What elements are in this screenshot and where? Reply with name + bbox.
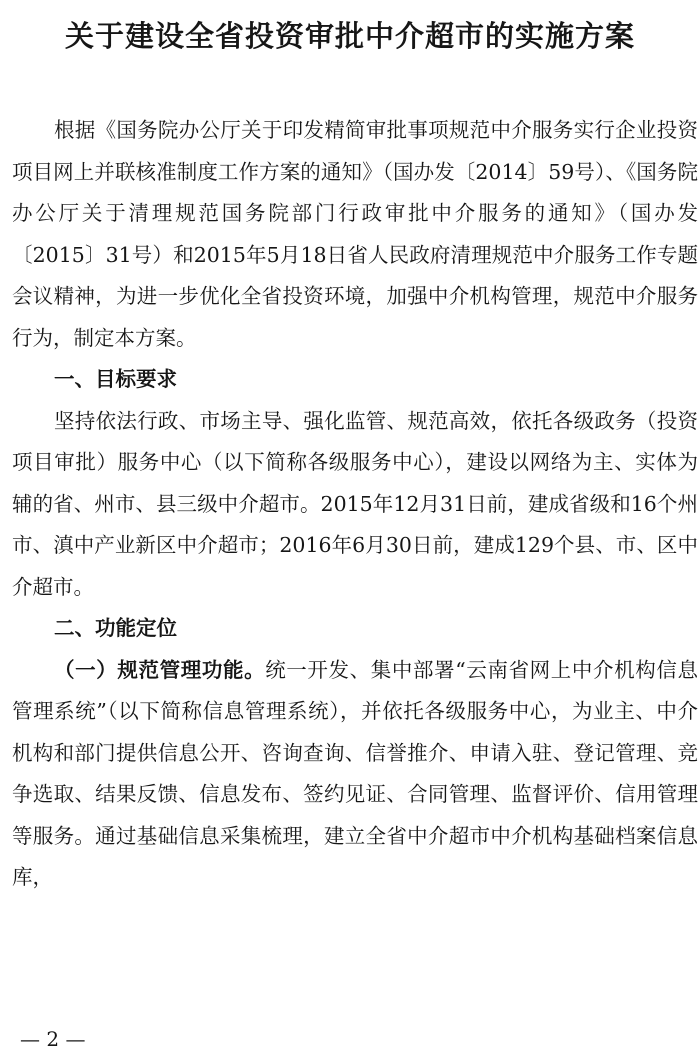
paragraph-intro: 根据《国务院办公厅关于印发精简审批事项规范中介服务实行企业投资项目网上并联核准制度工作方案的通知》（国办发〔2014〕59号）、《国务院办公厅关于清理规范国务院部门行政审批中介服务的通知》（国办发〔2015〕31号）和2015年5月18日省人民政府清理规范中介服务工作专题会议精神，为进一步优化全省投资环境，加强中介机构管理，规范中介服务行为，制定本方案。 bbox=[12, 118, 698, 350]
subheading-management-function: （一）规范管理功能。 bbox=[54, 657, 266, 682]
document-body bbox=[12, 110, 698, 899]
paragraph-management-text: 统一开发、集中部署“云南省网上中介机构信息管理系统”（以下简称信息管理系统），并依托各级服务中心，为业主、中介机构和部门提供信息公开、咨询查询、信誉推介、申请入驻、登记管理、竞争选取、结果反馈、信息发布、签约见证、合同管理、监督评价、信用管理等服务。通过基础信息采集梳理，建立全省中介超市中介机构基础档案信息库， bbox=[12, 657, 698, 889]
paragraph-goals: 坚持依法行政、市场主导、强化监管、规范高效，依托各级政务（投资项目审批）服务中心（以下简称各级服务中心），建设以网络为主、实体为辅的省、州市、县三级中介超市。2015年12月31日前，建成省级和16个州市、滇中产业新区中介超市；2016年6月30日前，建成129个县、市、区中介超市。 bbox=[12, 408, 698, 599]
paragraph-management-function bbox=[12, 650, 698, 899]
section-heading-goals: 一、目标要求 bbox=[54, 367, 178, 391]
document-title: 关于建设全省投资审批中介超市的实施方案 bbox=[64, 19, 635, 53]
section-heading-functions: 二、功能定位 bbox=[54, 616, 178, 640]
page-number: — 2 — bbox=[20, 1027, 86, 1051]
